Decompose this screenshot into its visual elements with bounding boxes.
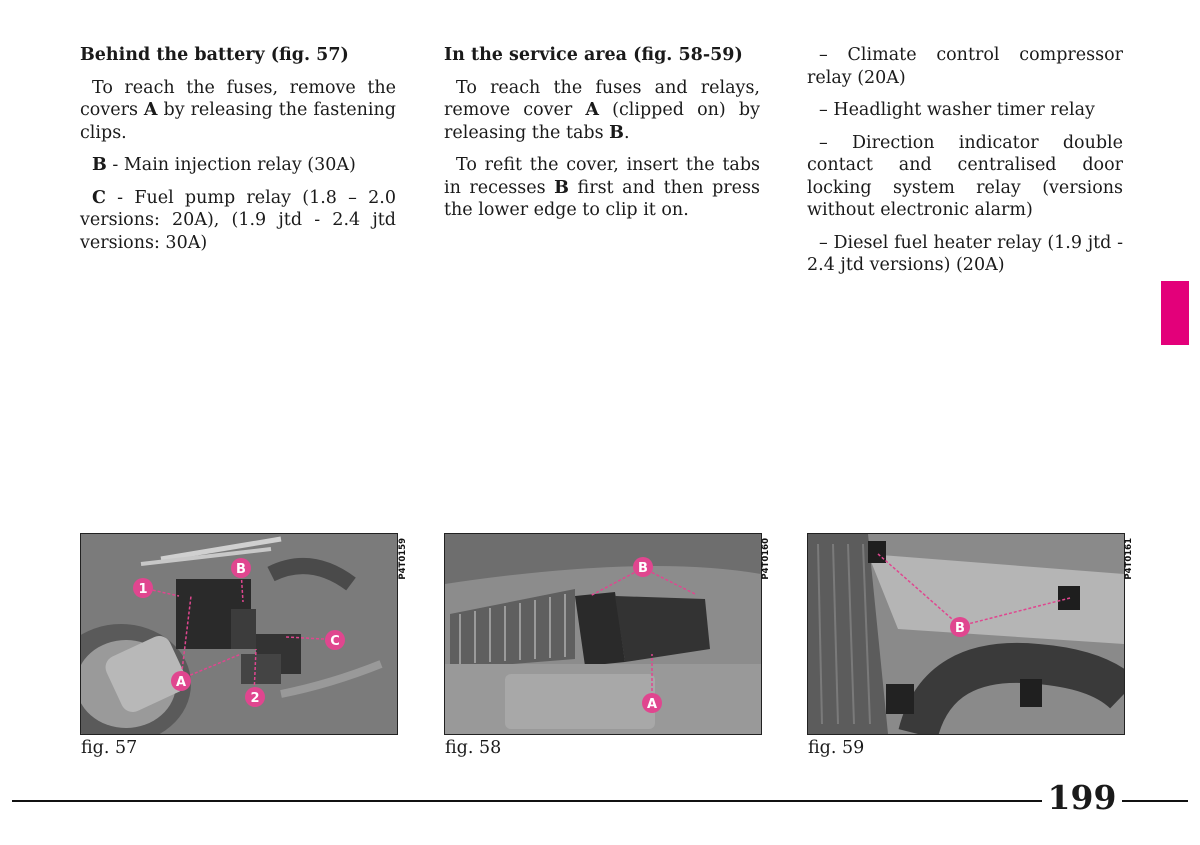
paragraph-reach-fuses: [80, 77, 396, 145]
figure-59-caption: fig. 59: [808, 738, 865, 758]
paragraph-c-relay: [80, 187, 396, 255]
text: .: [623, 122, 630, 143]
ref-b: B: [554, 177, 569, 198]
text: To reach the fuses, remove the covers: [80, 77, 396, 120]
section-heading-behind-battery: Behind the battery (fig. 57): [80, 45, 349, 65]
text: (clipped on) by releasing the tabs: [444, 100, 760, 143]
column-relay-list: [807, 44, 1123, 287]
list-item: – Headlight washer timer relay: [819, 100, 1095, 120]
column-behind-battery: [80, 44, 396, 264]
figure-57-caption: fig. 57: [81, 738, 138, 758]
column-service-area: [444, 44, 760, 232]
marker-b: B: [638, 561, 648, 576]
text: To reach the fuses and relays, remove cover: [444, 77, 760, 120]
marker-b: B: [236, 562, 246, 577]
page-number: 199: [1047, 778, 1117, 817]
ref-b: B: [609, 122, 624, 143]
text: - Fuel pump relay (1.8 – 2.0 versions: 20A), (1.9 jtd - 2.4 jtd versions: 30A): [80, 187, 396, 253]
list-item: – Diesel fuel heater relay (1.9 jtd - 2.4 jtd versions) (20A): [807, 232, 1123, 275]
ref-b: B: [92, 155, 107, 175]
text: - Main injection relay (30A): [106, 155, 356, 175]
marker-a: A: [646, 697, 658, 712]
paragraph-b-relay: [80, 154, 396, 177]
paragraph-refit-cover: [444, 154, 760, 222]
marker-a: A: [175, 675, 187, 690]
text: first and then press the lower edge to clip it on.: [444, 177, 760, 220]
figure-59-image: [807, 533, 1125, 735]
marker-1: 1: [138, 582, 148, 597]
ref-a: A: [585, 100, 599, 120]
figure-59-code: P4T0161: [1124, 538, 1134, 580]
marker-2: 2: [250, 691, 260, 706]
figure-57-image: [80, 533, 398, 735]
ref-a: A: [143, 100, 158, 120]
list-item: – Climate control compressor relay (20A): [807, 45, 1123, 88]
footer-rule-left: [12, 800, 1042, 802]
figure-57-code: P4T0159: [398, 538, 408, 580]
section-heading-service-area: In the service area (fig. 58-59): [444, 45, 743, 65]
section-tab: [1161, 281, 1189, 345]
figure-58-code: P4T0160: [761, 538, 771, 580]
text: by releasing the fastening clips.: [80, 100, 396, 143]
list-item: – Direction indicator double contact and centralised door locking system relay (versions without electronic alarm): [807, 132, 1123, 220]
text: To refit the cover, insert the tabs in recesses: [444, 155, 760, 198]
figure-58-caption: fig. 58: [445, 738, 502, 758]
figure-58-image: [444, 533, 762, 735]
footer-rule-right: [1122, 800, 1188, 802]
marker-b: B: [955, 621, 965, 636]
marker-c: C: [330, 634, 340, 649]
ref-c: C: [92, 187, 106, 208]
paragraph-reach-relays: [444, 77, 760, 145]
